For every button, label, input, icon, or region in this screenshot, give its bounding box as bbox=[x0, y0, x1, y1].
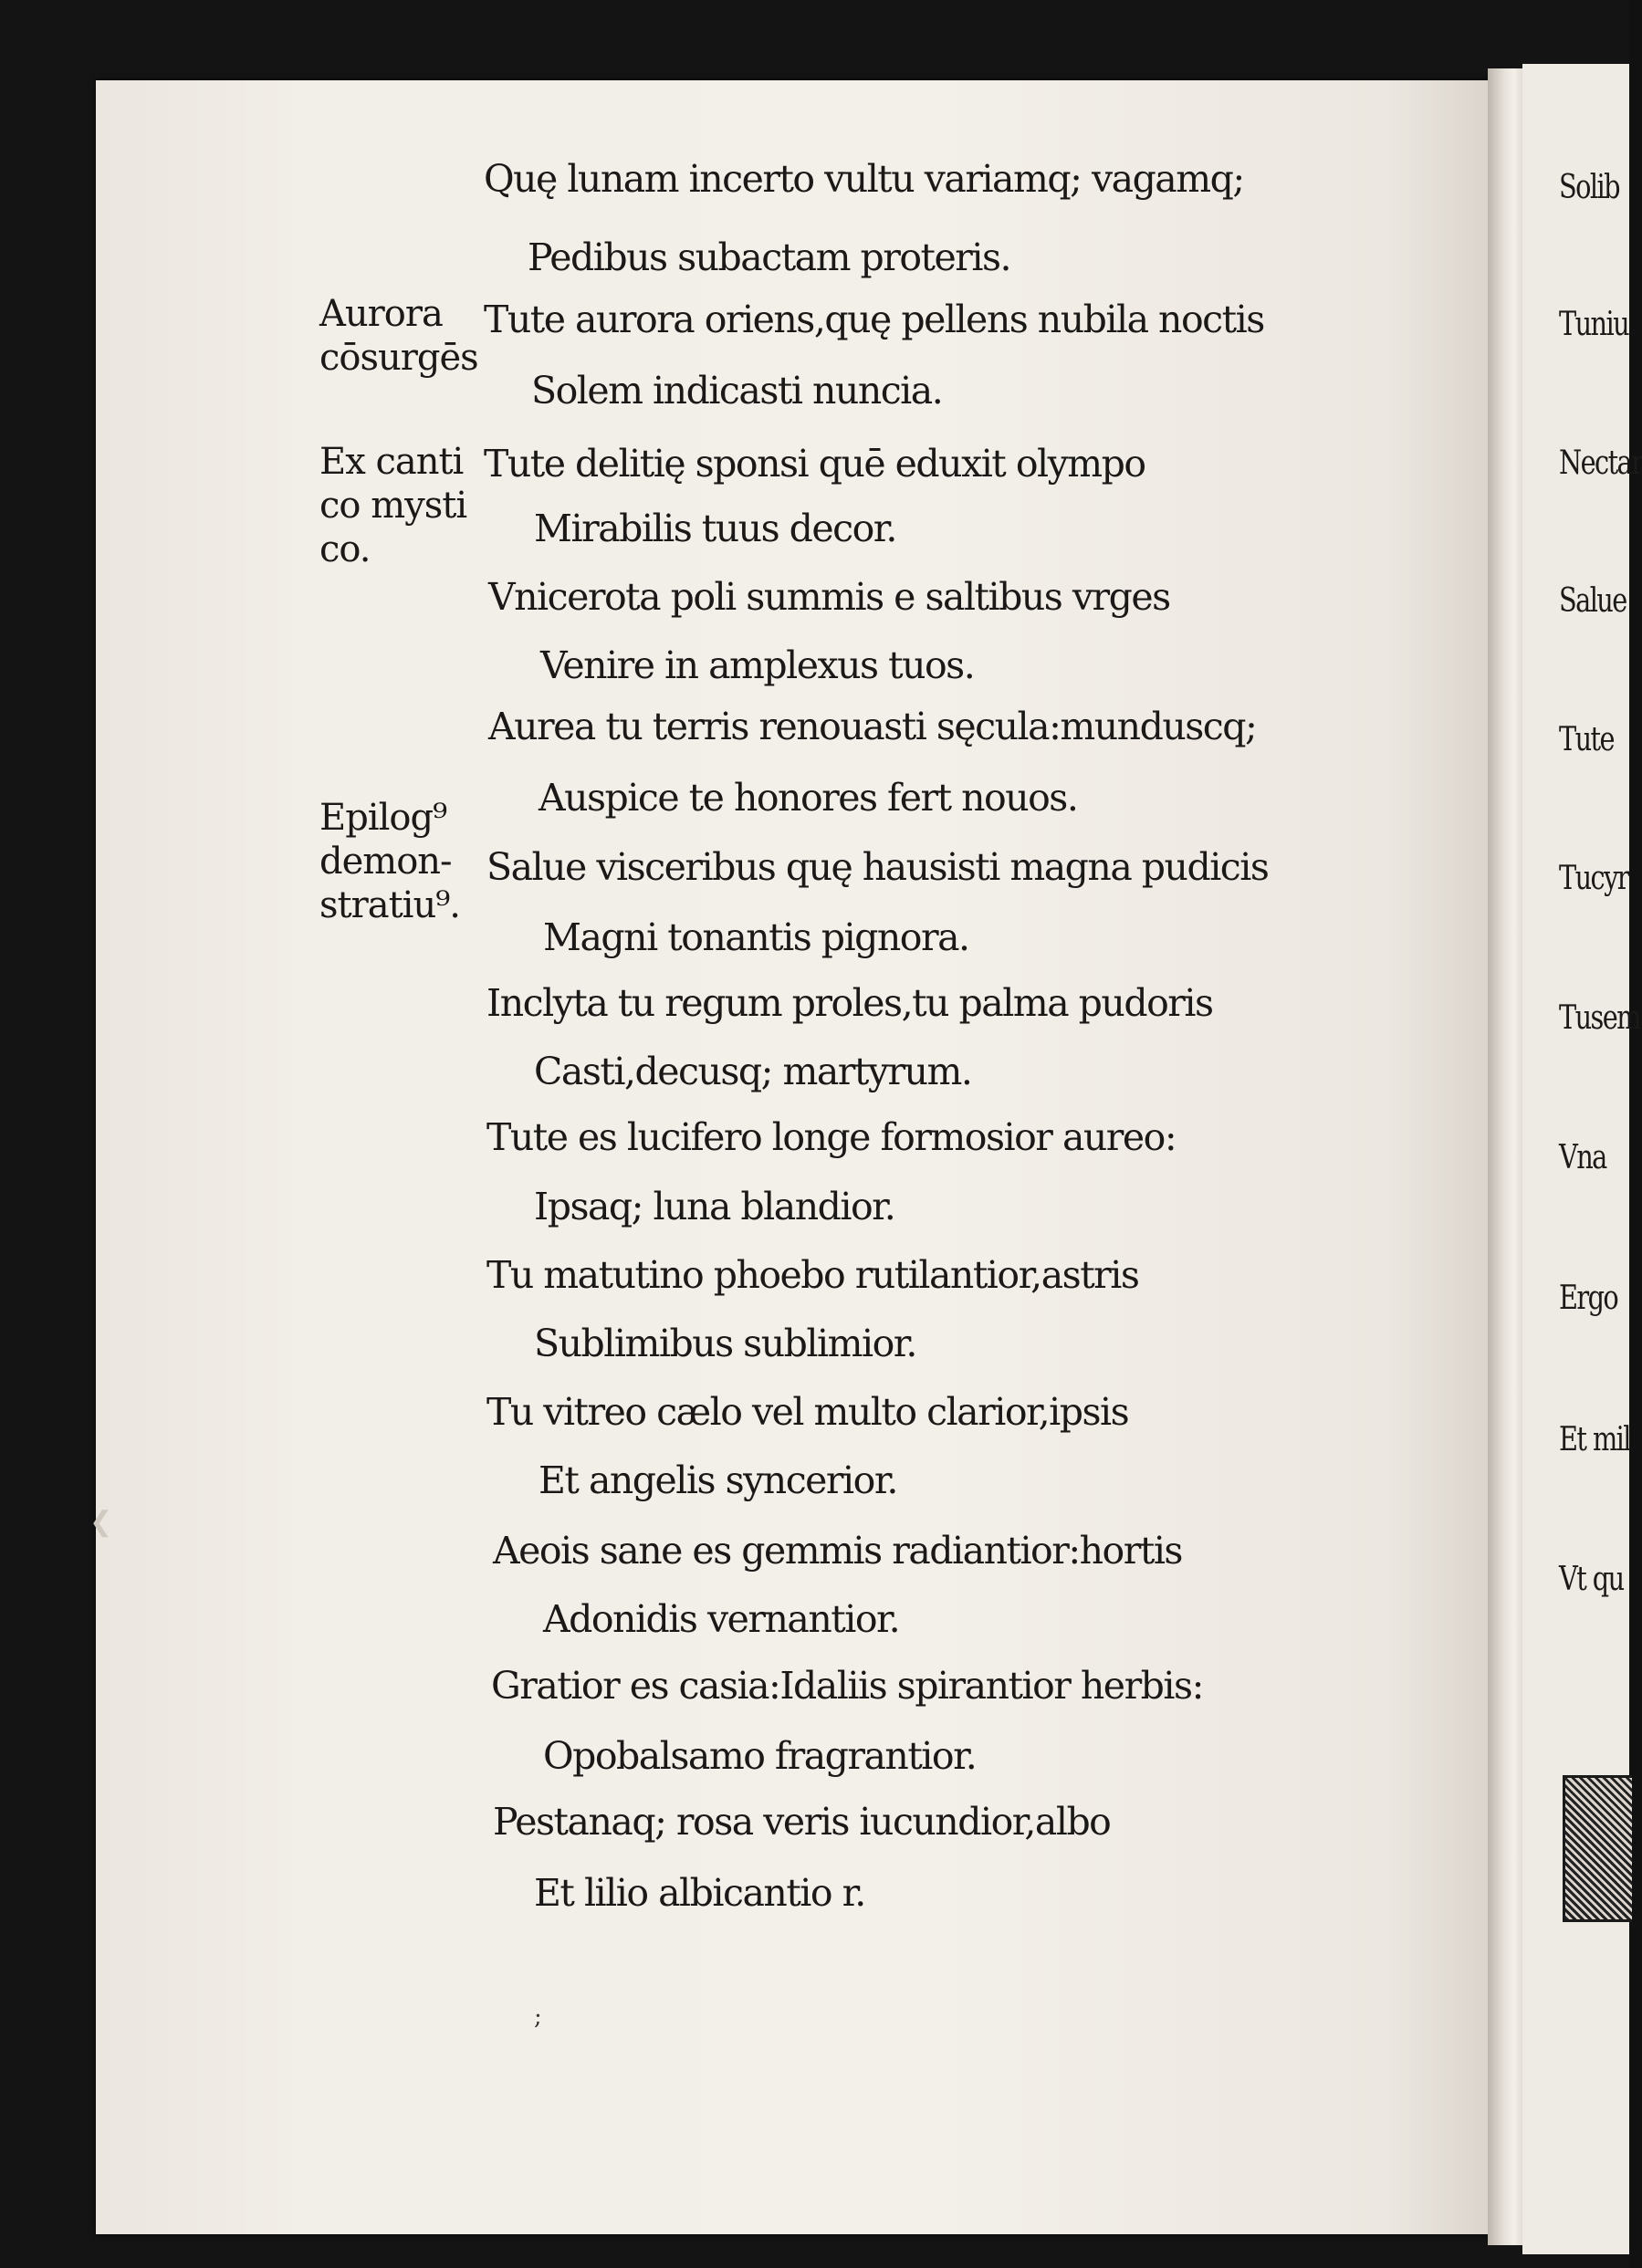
verse-line: Mirabilis tuus decor. bbox=[534, 507, 896, 550]
verse-line: Quę lunam incerto vultu variamq; vagamq; bbox=[484, 157, 1244, 201]
page-tear: ❮ bbox=[89, 1506, 113, 1538]
verse-line: Pedibus subactam proteris. bbox=[528, 235, 1011, 279]
verse-line: Gratior es casia:Idaliis spirantior herbis: bbox=[491, 1664, 1203, 1708]
right-page-word: Tuniu bbox=[1559, 306, 1629, 343]
verse-line: Et angelis syncerior. bbox=[539, 1458, 897, 1502]
right-page-word: Vt qu bbox=[1559, 1561, 1624, 1598]
right-page-word: Salue bbox=[1559, 582, 1626, 620]
verse-line: Casti,decusq; martyrum. bbox=[534, 1050, 972, 1093]
right-page-word: Tucyr bbox=[1559, 860, 1628, 897]
verse-line: Et lilio albicantio r. bbox=[534, 1871, 865, 1915]
verse-line: Tu matutino phoebo rutilantior,astris bbox=[486, 1253, 1139, 1297]
right-page-word: Tusem bbox=[1559, 999, 1640, 1037]
right-page-word: Tute bbox=[1559, 721, 1614, 758]
verse-line: Solem indicasti nuncia. bbox=[531, 369, 943, 413]
verse-line: Magni tonantis pignora. bbox=[543, 915, 969, 959]
verse-line: Auspice te honores fert nouos. bbox=[539, 776, 1078, 820]
verse-line: Venire in amplexus tuos. bbox=[540, 643, 975, 687]
verse-line: Opobalsamo fragrantior. bbox=[543, 1734, 977, 1778]
verse-line: Inclyta tu regum proles,tu palma pudoris bbox=[486, 981, 1213, 1025]
right-page-word: Solib bbox=[1559, 169, 1619, 206]
verse-line: Adonidis vernantior. bbox=[543, 1597, 900, 1641]
verse-line: Salue visceribus quę hausisti magna pudicis bbox=[486, 845, 1269, 889]
verse-line: Vnicerota poli summis e saltibus vrges bbox=[488, 575, 1170, 619]
right-page-word: Vna bbox=[1559, 1139, 1606, 1176]
right-page-word: Et mil bbox=[1559, 1421, 1630, 1458]
verse-line: Aurea tu terris renouasti sęcula:munduscq; bbox=[488, 705, 1257, 748]
margin-note: Aurora cōsurgēs bbox=[319, 293, 478, 379]
right-page-word: Nectar bbox=[1559, 444, 1642, 482]
woodcut-initial bbox=[1563, 1775, 1632, 1922]
margin-note: Epilog⁹ demon- stratiu⁹. bbox=[319, 797, 460, 926]
verse-line: Tute es lucifero longe formosior aureo: bbox=[486, 1115, 1177, 1159]
verse-line: Ipsaq; luna blandior. bbox=[534, 1185, 895, 1228]
verse-line: Tute delitię sponsi quē eduxit olympo bbox=[484, 442, 1145, 486]
margin-note: Ex canti co mysti co. bbox=[319, 441, 467, 570]
verse-line: Pestanaq; rosa veris iucundior,albo bbox=[493, 1800, 1111, 1844]
ink-speck: ; bbox=[534, 2003, 542, 2031]
verse-line: Tute aurora oriens,quę pellens nubila noctis bbox=[484, 298, 1264, 341]
verse-line: Sublimibus sublimior. bbox=[534, 1322, 916, 1365]
verse-line: Aeois sane es gemmis radiantior:hortis bbox=[493, 1529, 1182, 1573]
verse-line: Tu vitreo cælo vel multo clarior,ipsis bbox=[486, 1390, 1129, 1434]
right-page-word: Ergo bbox=[1559, 1280, 1618, 1317]
